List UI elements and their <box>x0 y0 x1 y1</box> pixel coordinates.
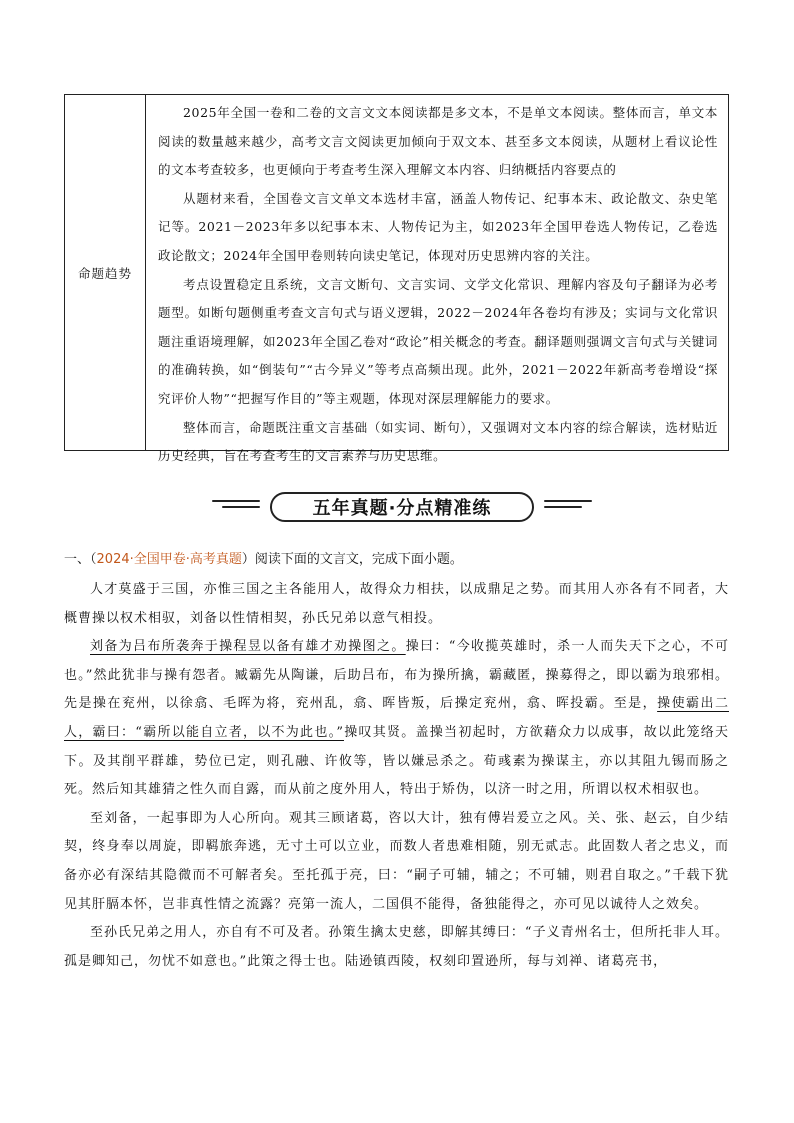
question-number: 一、 <box>64 552 91 567</box>
trend-paragraph: 从题材来看，全国卷文言文单文本选材丰富，涵盖人物传记、纪事本末、政论散文、杂史笔记等。2021－2023年多以纪事本末、人物传记为主，如2023年全国甲卷选人物传记，乙卷选政论散文；2024年全国甲卷则转向读史笔记，体现对历史思辨内容的关注。 <box>158 190 718 263</box>
passage-paragraph-2 <box>64 633 729 805</box>
trend-paragraph: 2025年全国一卷和二卷的文言文文本阅读都是多文本，不是单文本阅读。整体而言，单文本阅读的数量越来越少，高考文言文阅读更加倾向于双文本、甚至多文本阅读，从题材上看议论性的文本考查较多，也更倾向于考查考生深入理解文本内容、归纳概括内容要点的 <box>158 105 718 178</box>
underlined-sentence-1: 刘备为吕布所袭奔于操程昱以备有雄才劝操图之。 <box>90 639 406 655</box>
trend-paragraph: 考点设置稳定且系统，文言文断句、文言实词、文学文化常识、理解内容及句子翻译为必考题型。如断句题侧重考查文言句式与语义逻辑，2022－2024年各卷均有涉及；实词与文化常识题注重语境理解，如2023年全国乙卷对“政论”相关概念的考查。翻译题则强调文言句式与关键词的准确转换，如“倒装句”“古今异义”等考点高频出现。此外，2021－2022年新高考卷增设“探究评价人物”“把握写作目的”等主观题，体现对深层理解能力的要求。 <box>158 276 718 406</box>
underlined-sentence-2: 操使霸出二人，霸曰：“霸所以能自立者，以不为此也。” <box>64 696 729 740</box>
banner-right-lines <box>544 500 592 518</box>
passage-text: 操曰：“今收揽英雄时，杀一人而失天下之心，不可也。”然此犹非与操有怨者。臧霸先从陶谦，后助吕布，布为操所擒，霸藏匿，操募得之，即以霸为琅邪相。先是操在兖州，以徐翕、毛晖为将，兖州乱，翕、晖皆叛，后操定兖州，翕、晖投霸。至是， <box>64 639 729 712</box>
section-banner <box>212 492 592 526</box>
banner-title: 五年真题·分点精准练 <box>270 492 534 522</box>
question-instruction: 阅读下面的文言文，完成下面小题。 <box>254 552 463 567</box>
question-close-paren: ） <box>241 552 255 567</box>
question-open-paren: （ <box>90 552 97 567</box>
passage-paragraph-3: 至刘备，一起事即为人心所向。观其三顾诸葛，咨以大计，独有傅岩爰立之风。关、张、赵云，自少结契，终身奉以周旋，即羁旅奔逃，无寸土可以立业，而数人者患难相随，别无贰志。此固数人者之忠义，而备亦必有深结其隐微而不可解者矣。至托孤于亮，曰：“嗣子可辅，辅之；不可辅，则君自取之。”千载下犹见其肝膈本怀，岂非真性情之流露？亮第一流人，二国俱不能得，备独能得之，亦可见以诚待人之效矣。 <box>64 810 729 912</box>
question-heading <box>64 548 729 567</box>
passage-text: 操叹其贤。盖操当初起时，方欲藉众力以成事，故以此笼络天下。及其削平群雄，势位已定，则孔融、许攸等，皆以嫌忌杀之。荀彧素为操谋主，亦以其阻九锡而肠之死。然后知其雄猜之性久而自露，而从前之度外用人，特出于矫伪，以济一时之用，所谓以权术相驭也。 <box>64 724 729 798</box>
passage-paragraph-4: 至孙氏兄弟之用人，亦自有不可及者。孙策生擒太史慈，即解其缚曰：“子义青州名士，但所托非人耳。孤是卿知己，勿忧不如意也。”此策之得士也。陆逊镇西陵，权刻印置逊所，每与刘禅、诸葛亮书， <box>64 925 729 969</box>
passage-paragraph-1: 人才莫盛于三国，亦惟三国之主各能用人，故得众力相扶，以成鼎足之势。而其用人亦各有不同者，大概曹操以权术相驭，刘备以性情相契，孙氏兄弟以意气相投。 <box>64 582 729 626</box>
trend-content <box>146 95 728 464</box>
banner-left-lines <box>212 500 260 518</box>
trend-paragraph: 整体而言，命题既注重文言基础（如实词、断句），又强调对文本内容的综合解读，选材贴近历史经典，旨在考查考生的文言素养与历史思维。 <box>158 419 718 464</box>
trend-label: 命题趋势 <box>65 95 146 450</box>
trend-table <box>64 94 729 464</box>
passage <box>64 576 729 976</box>
question-source: 2024·全国甲卷·高考真题 <box>96 552 242 567</box>
